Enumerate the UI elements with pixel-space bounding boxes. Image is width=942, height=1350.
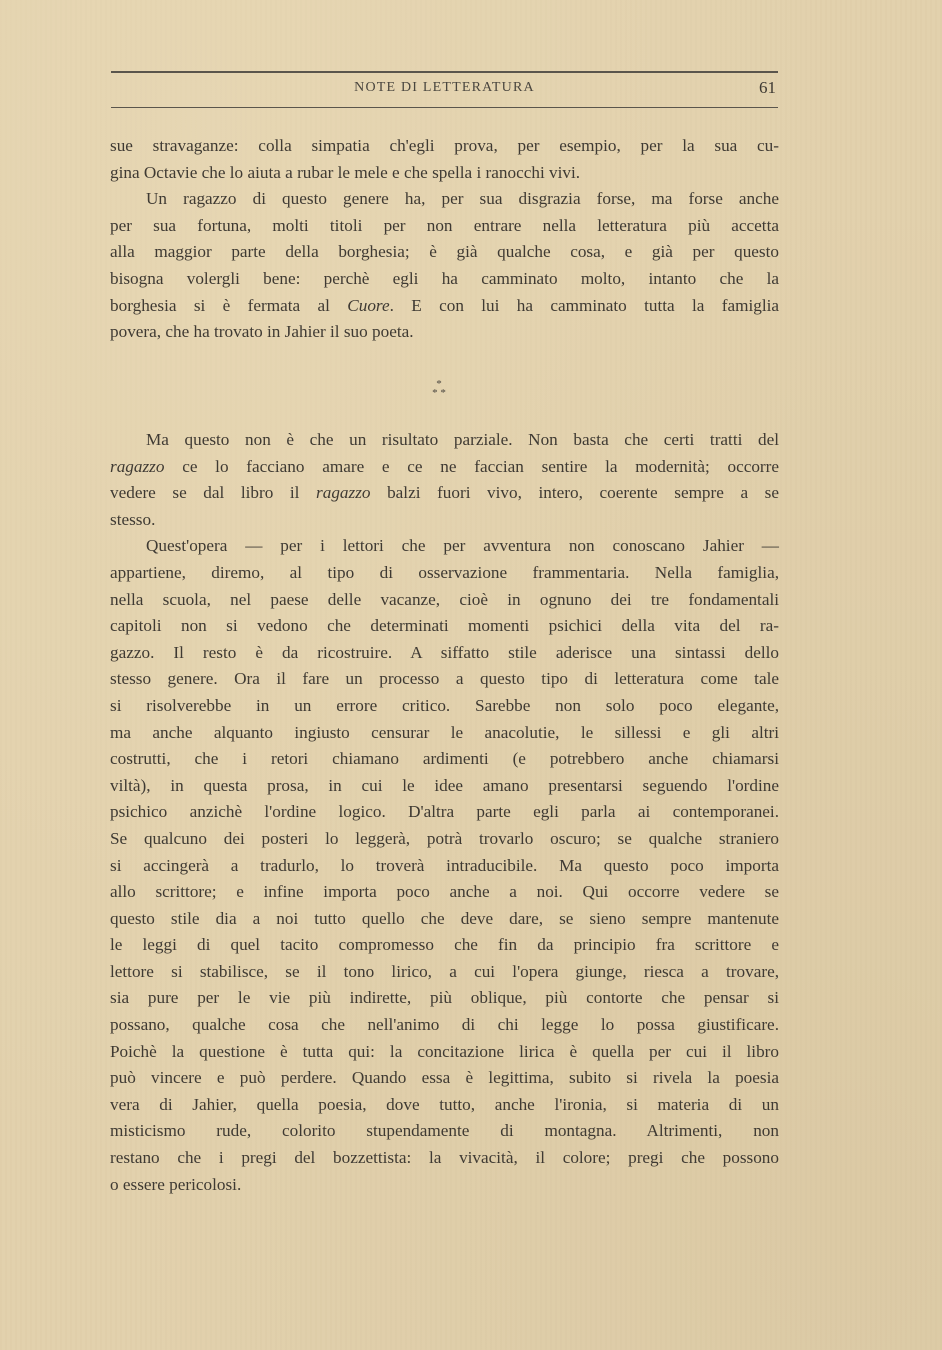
text-line: appartiene, diremo, al tipo di osservazione frammentaria. Nella famiglia, <box>110 562 779 582</box>
text-line <box>110 480 779 507</box>
text-line: gina Octavie che lo aiuta a rubar le mele e che spella i ranocchi vivi. <box>110 162 581 182</box>
text-line: costrutti, che i retori chiamano ardimenti (e potrebbero anche chiamarsi <box>110 749 779 769</box>
text-line <box>110 454 779 481</box>
text-line: stesso. <box>110 509 156 529</box>
text-run: ce lo facciano amare e ce ne faccian sentire la modernità; occorre <box>164 456 779 476</box>
text-line: ma anche alquanto ingiusto censurar le anacolutie, le sillessi e gli altri <box>110 722 779 742</box>
header-rule-top <box>111 71 778 73</box>
text-line: può vincere e può perdere. Quando essa è legittima, subito si rivela la poesia <box>110 1068 779 1088</box>
text-run: borghesia si è fermata al <box>110 295 348 315</box>
text-line: si risolverebbe in un errore critico. Sarebbe non solo poco elegante, <box>110 695 779 715</box>
text-line: psichico anzichè l'ordine logico. D'altra parte egli parla ai contemporanei. <box>110 802 779 822</box>
text-line: Un ragazzo di questo genere ha, per sua disgrazia forse, ma forse anche <box>146 189 779 209</box>
text-line: restano che i pregi del bozzettista: la vivacità, il colore; pregi che possono <box>110 1148 779 1168</box>
text-run: balzi fuori vivo, intero, coerente sempre a se <box>370 483 779 503</box>
text-line: Ma questo non è che un risultato parziale. Non basta che certi tratti del <box>146 430 779 449</box>
text-line: sue stravaganze: colla simpatia ch'egli prova, per esempio, per la sua cu- <box>110 136 779 155</box>
text-line: si accingerà a tradurlo, lo troverà intraducibile. Ma questo poco importa <box>110 855 779 875</box>
text-line: Quest'opera — per i lettori che per avventura non conoscano Jahier — <box>146 536 779 556</box>
text-line: sia pure per le vie più indirette, più oblique, più contorte che pensar si <box>110 988 779 1008</box>
text-line: o essere pericolosi. <box>110 1174 242 1194</box>
paragraph-group-2 <box>110 427 779 1198</box>
text-line: Poichè la questione è tutta qui: la concitazione lirica è quella per cui il libro <box>110 1041 779 1061</box>
header-rule-bottom <box>111 107 778 108</box>
paragraph-group-1 <box>110 133 779 346</box>
text-line: vera di Jahier, quella poesia, dove tutto, anche l'ironia, si materia di un <box>110 1094 779 1114</box>
italic-word-ragazzo: ragazzo <box>316 483 371 503</box>
italic-title-cuore: Cuore <box>347 295 390 315</box>
text-line: viltà), in questa prosa, in cui le idee amano presentarsi seguendo l'ordine <box>110 775 779 795</box>
text-line: alla maggior parte della borghesia; è già qualche cosa, e già per questo <box>110 242 779 262</box>
asterisk-top: * <box>436 378 442 390</box>
text-run: vedere se dal libro il <box>110 483 317 503</box>
running-title: NOTE DI LETTERATURA <box>354 80 535 95</box>
section-separator-asterism <box>424 380 454 410</box>
asterisk-bottom-pair: * * <box>432 387 446 399</box>
page-number: 61 <box>759 78 776 97</box>
text-line: possano, qualche cosa che nell'animo di chi legge lo possa giustificare. <box>110 1015 779 1035</box>
running-head <box>111 78 778 100</box>
text-line: stesso genere. Ora il fare un processo a questo tipo di letteratura come tale <box>110 669 779 689</box>
text-line: le leggi di quel tacito compromesso che fin da principio fra scrittore e <box>110 935 779 955</box>
text-line: povera, che ha trovato in Jahier il suo poeta. <box>110 322 414 342</box>
text-line: Se qualcuno dei posteri lo leggerà, potrà trovarlo oscuro; se qualche straniero <box>110 828 779 848</box>
text-line: misticismo rude, colorito stupendamente di montagna. Altrimenti, non <box>110 1121 779 1141</box>
text-run: . E con lui ha camminato tutta la famiglia <box>389 295 780 315</box>
text-line: allo scrittore; e infine importa poco anche a noi. Qui occorre vedere se <box>110 882 779 902</box>
text-line: lettore si stabilisce, se il tono lirico, a cui l'opera giunge, riesca a trovare, <box>110 961 779 981</box>
text-line: nella scuola, nel paese delle vacanze, cioè in ognuno dei tre fondamentali <box>110 589 779 609</box>
text-line: capitoli non si vedono che determinati momenti psichici della vita del ra- <box>110 616 779 636</box>
text-line <box>110 293 779 320</box>
text-line: questo stile dia a noi tutto quello che deve dare, se sieno sempre mantenute <box>110 908 779 928</box>
italic-word-ragazzo: ragazzo <box>110 456 165 476</box>
text-line: gazzo. Il resto è da ricostruire. A siffatto stile aderisce una sintassi dello <box>110 642 779 662</box>
text-line: per sua fortuna, molti titoli per non entrare nella letteratura più accetta <box>110 215 779 235</box>
text-line: bisogna volergli bene: perchè egli ha camminato molto, intanto che la <box>110 268 779 288</box>
